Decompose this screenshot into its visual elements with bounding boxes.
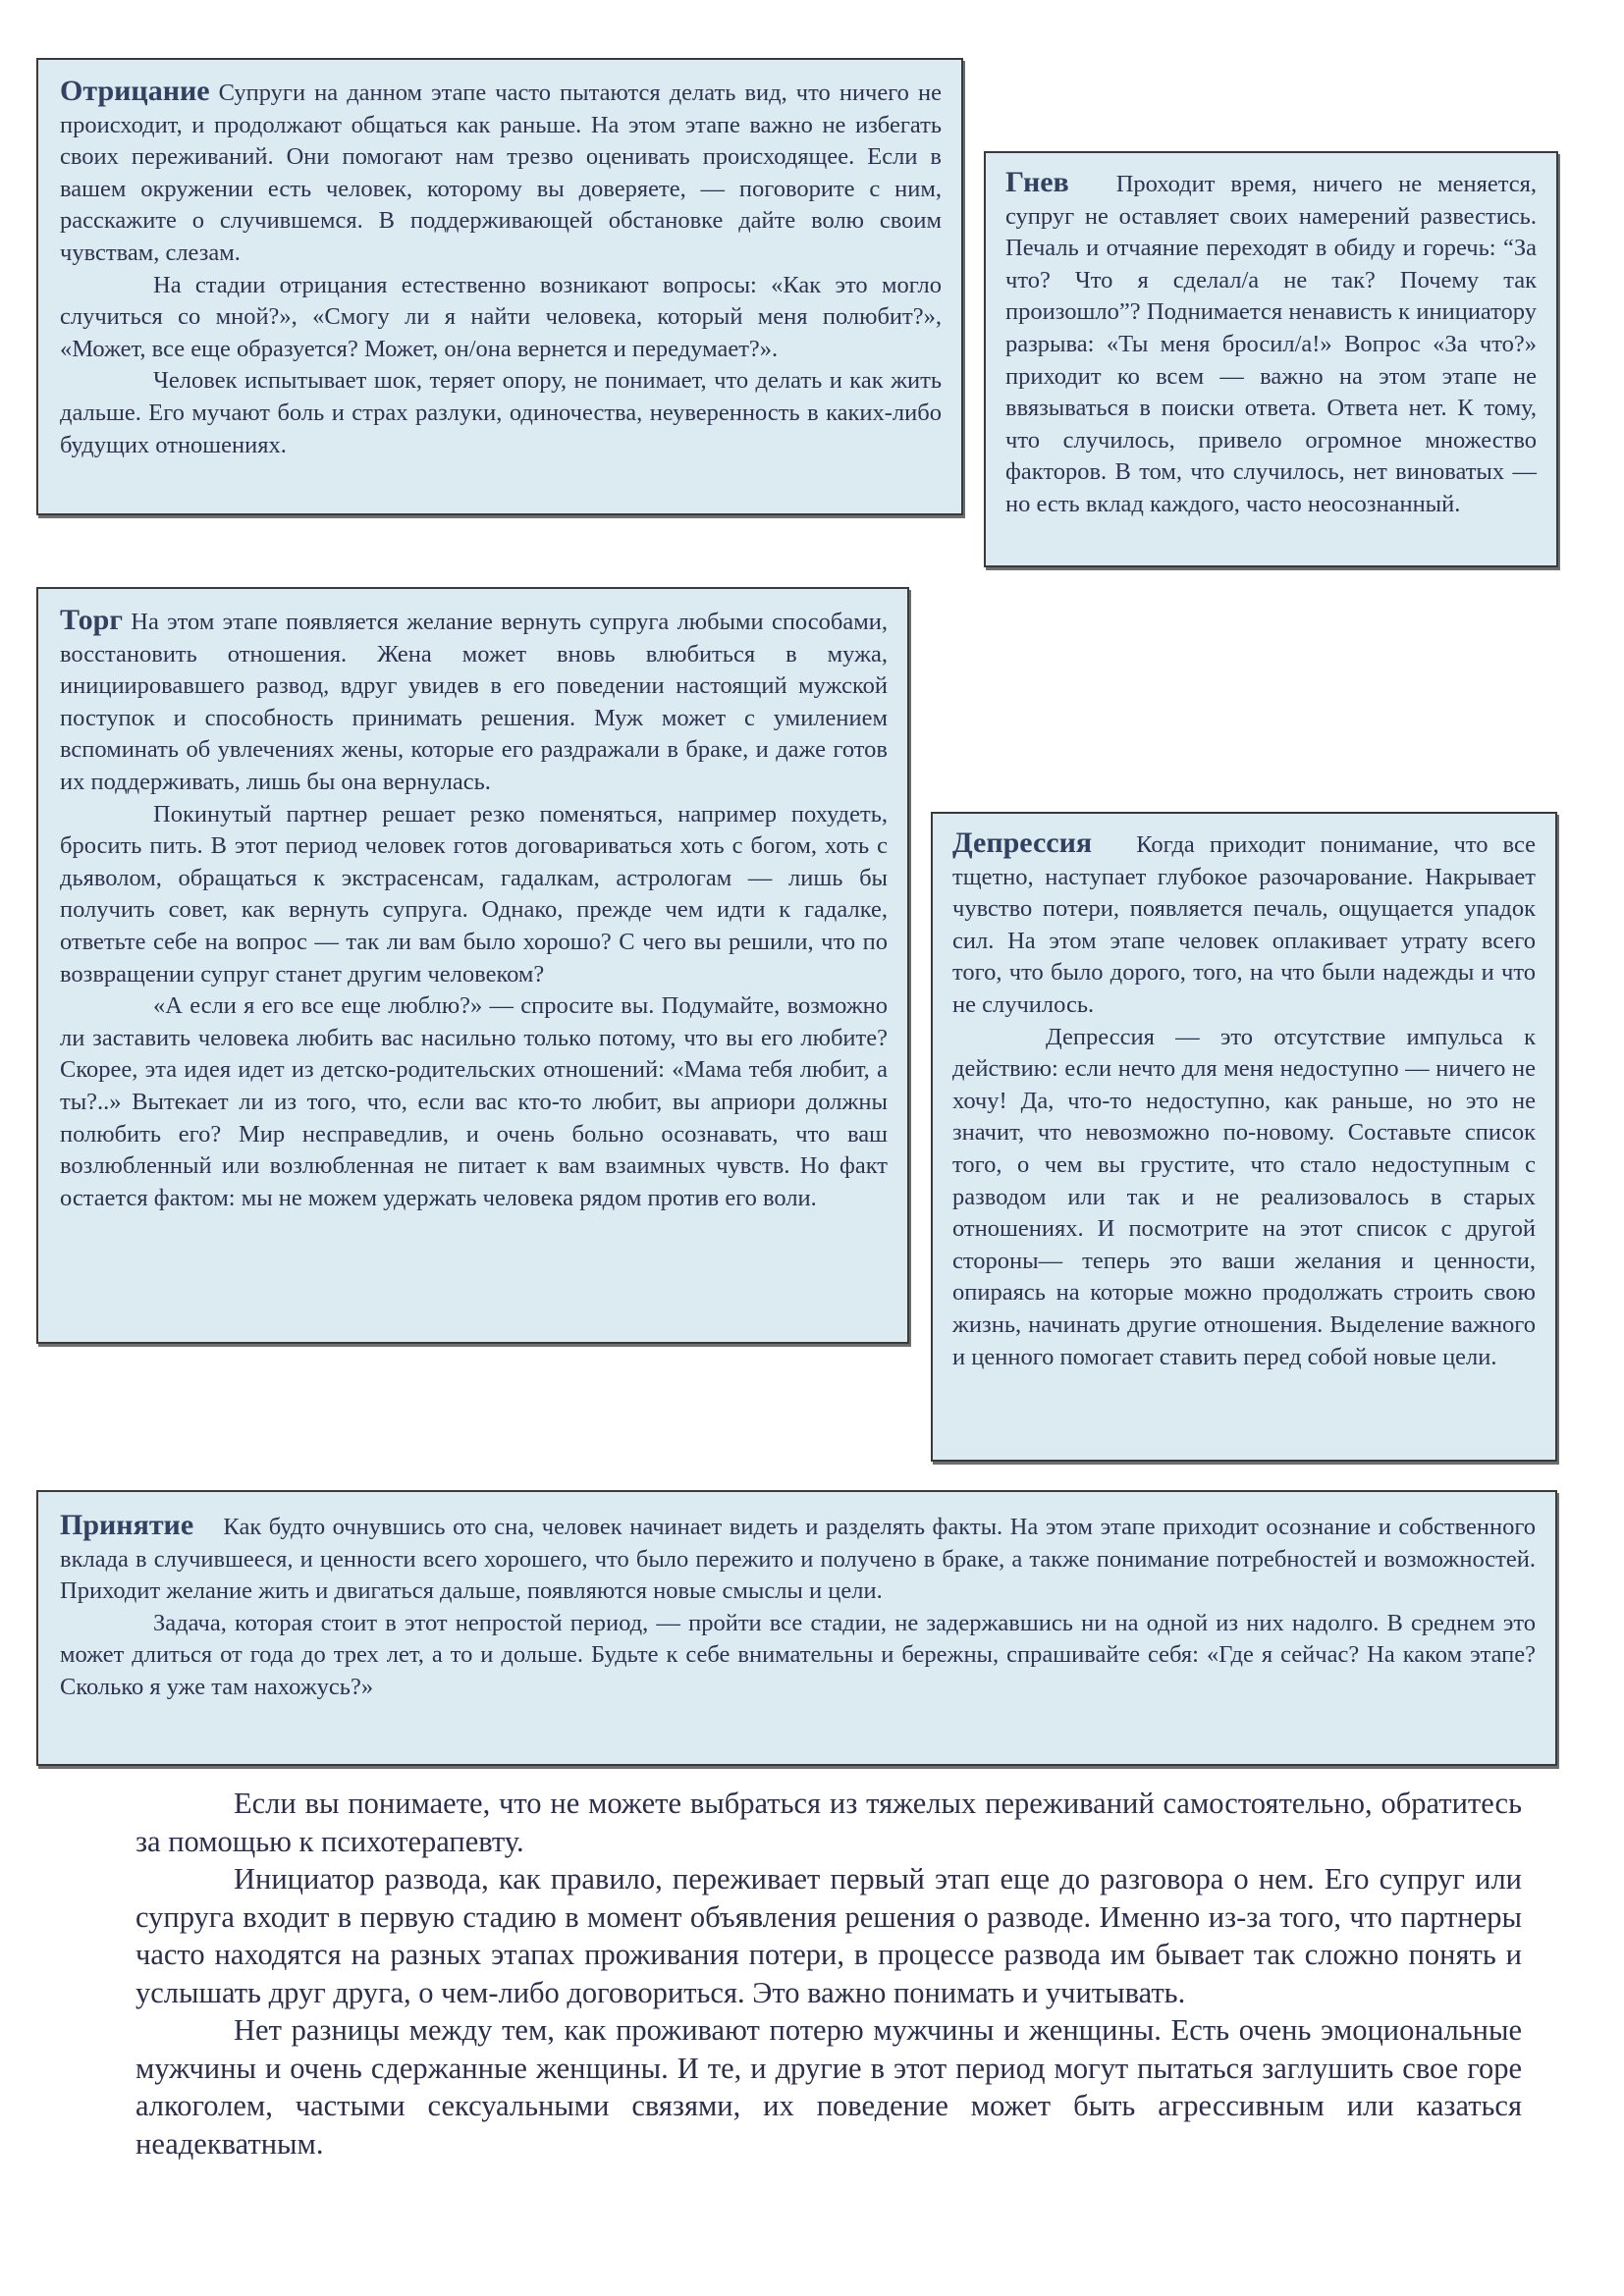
stage-text: Когда приходит понимание, что все тщетно, наступает глубокое разочарование. Накрывает чувство потери, появляется печаль, ощущается упадок сил. На этом этапе человек оплакивает утрату всего того, что было дорого, того, на что были надежды и что не случилось. bbox=[952, 831, 1537, 1018]
stage-title-anger: Гнев bbox=[1005, 166, 1069, 198]
stage-box-acceptance bbox=[36, 1490, 1557, 1766]
stage-box-anger bbox=[984, 151, 1558, 567]
stage-title-depression: Депрессия bbox=[952, 827, 1093, 859]
body-paragraph: Если вы понимаете, что не можете выбраться из тяжелых переживаний самостоятельно, обратитесь за помощью к психотерапевту. bbox=[135, 1787, 1522, 1858]
stage-title-acceptance: Принятие bbox=[60, 1509, 194, 1541]
stage-paragraph bbox=[60, 76, 942, 270]
stage-text: Супруги на данном этапе часто пытаются делать вид, что ничего не происходит, и продолжают общаться как раньше. На этом этапе важно не избегать своих переживаний. Они помогают нам трезво оценивать происходящее. Если в вашем окружении есть человек, которому вы доверяете, — поговорите с ним, расскажите о случившемся. В поддерживающей обстановке дайте волю своим чувствам, слезам. bbox=[60, 80, 942, 266]
stage-box-denial bbox=[36, 58, 963, 515]
stage-paragraph bbox=[1005, 167, 1537, 521]
stage-text: Как будто очнувшись ото сна, человек начинает видеть и разделять факты. На этом этапе приходит осознание и собственного вклада в случившееся, и ценности всего хорошего, что было пережито и получено в браке, а также понимание потребностей и возможностей. Приходит желание жить и двигаться дальше, появляются новые смыслы и цели. bbox=[60, 1514, 1537, 1605]
body-text bbox=[135, 1785, 1522, 2163]
body-paragraph: Инициатор развода, как правило, переживает первый этап еще до разговора о нем. Его супруг или супруга входит в первую стадию в момент объявления решения о разводе. Именно из-за того, что партнеры часто находятся на разных этапах проживания потери, в процессе развода им бывает так сложно понять и услышать друг друга, о чем-либо договориться. Это важно понимать и учитывать. bbox=[135, 1862, 1522, 2009]
stage-paragraph: Человек испытывает шок, теряет опору, не понимает, что делать и как жить дальше. Его мучают боль и страх разлуки, одиночества, неуверенность в каких-либо будущих отношениях. bbox=[60, 367, 942, 458]
stage-paragraph bbox=[60, 1510, 1536, 1608]
stage-paragraph: «А если я его все еще люблю?» — спросите вы. Подумайте, возможно ли заставить человека любить вас насильно только потому, что вы его любите? Скорее, эта идея идет из детско-родительских отношений: «Мама тебя любит, а ты?..» Вытекает ли из того, что, если вас кто-то любит, вы априори должны полюбить его? Мир несправедлив, и очень больно осознавать, что ваш возлюбленный или возлюбленная не питает к вам взаимных чувств. Но факт остается фактом: мы не можем удержать человека рядом против его воли. bbox=[60, 992, 888, 1211]
body-paragraph: Нет разницы между тем, как проживают потерю мужчины и женщины. Есть очень эмоциональные мужчины и очень сдержанные женщины. И те, и другие в этот период могут пытаться заглушить свое горе алкоголем, частыми сексуальными связями, их поведение может быть агрессивным или казаться неадекватным. bbox=[135, 2013, 1522, 2161]
stage-paragraph: Депрессия — это отсутствие импульса к действию: если нечто для меня недоступно — ничего не хочу! Да, что-то недоступно, как раньше, но это не значит, что невозможно по-новому. Составьте список того, о чем вы грустите, что стало недоступным с разводом или так и не реализовалось в старых отношениях. И посмотрите на этот список с другой стороны— теперь это ваши желания и ценности, опираясь на которые можно продолжать строить свою жизнь, начинать другие отношения. Выделение важного и ценного помогает ставить перед собой новые цели. bbox=[952, 1023, 1536, 1370]
stage-text: Проходит время, ничего не меняется, супруг не оставляет своих намерений развестись. Печаль и отчаяние переходят в обиду и горечь: “За что? Что я сделал/а не так? Почему так произошло”? Поднимается ненависть к инициатору разрыва: «Ты меня бросил/а!» Вопрос «За что?» приходит ко всем — важно на этом этапе не ввязываться в поиски ответа. Ответа нет. К тому, что случилось, привело огромное множество факторов. В том, что случилось, нет виноватых — но есть вклад каждого, часто неосознанный. bbox=[1005, 171, 1537, 517]
stage-paragraph: Задача, которая стоит в этот непростой период, — пройти все стадии, не задержавшись ни на одной из них надолго. В среднем это может длиться от года до трех лет, а то и дольше. Будьте к себе внимательны и бережны, спрашивайте себя: «Где я сейчас? На каком этапе? Сколько я уже там нахожусь?» bbox=[60, 1609, 1536, 1700]
stage-paragraph: На стадии отрицания естественно возникают вопросы: «Как это могло случиться со мной?», «Смогу ли я найти человека, который меня полюбит?», «Может, все еще образуется? Может, он/она вернется и передумает?». bbox=[60, 271, 942, 362]
stage-text: На этом этапе появляется желание вернуть супруга любыми способами, восстановить отношения. Жена может вновь влюбиться в мужа, инициировавшего развод, вдруг увидев в его поведении настоящий мужской поступок и способность принимать решения. Муж может с умилением вспоминать об увлечениях жены, которые его раздражали в браке, и даже готов их поддерживать, лишь бы она вернулась. bbox=[60, 609, 888, 795]
stage-paragraph bbox=[952, 828, 1536, 1022]
stage-title-denial: Отрицание bbox=[60, 75, 210, 107]
stage-box-bargaining bbox=[36, 587, 909, 1344]
stage-paragraph: Покинутый партнер решает резко поменяться, например похудеть, бросить пить. В этот период человек готов договариваться хоть с богом, хоть с дьяволом, обращаться к экстрасенсам, гадалкам, астрологам — лишь бы получить совет, как вернуть супруга. Однако, прежде чем идти к гадалке, ответьте себе на вопрос — так ли вам было хорошо? С чего вы решили, что по возвращении супруг станет другим человеком? bbox=[60, 800, 888, 988]
stage-box-depression bbox=[931, 812, 1557, 1462]
stage-paragraph bbox=[60, 605, 888, 799]
stage-title-bargaining: Торг bbox=[60, 604, 123, 636]
